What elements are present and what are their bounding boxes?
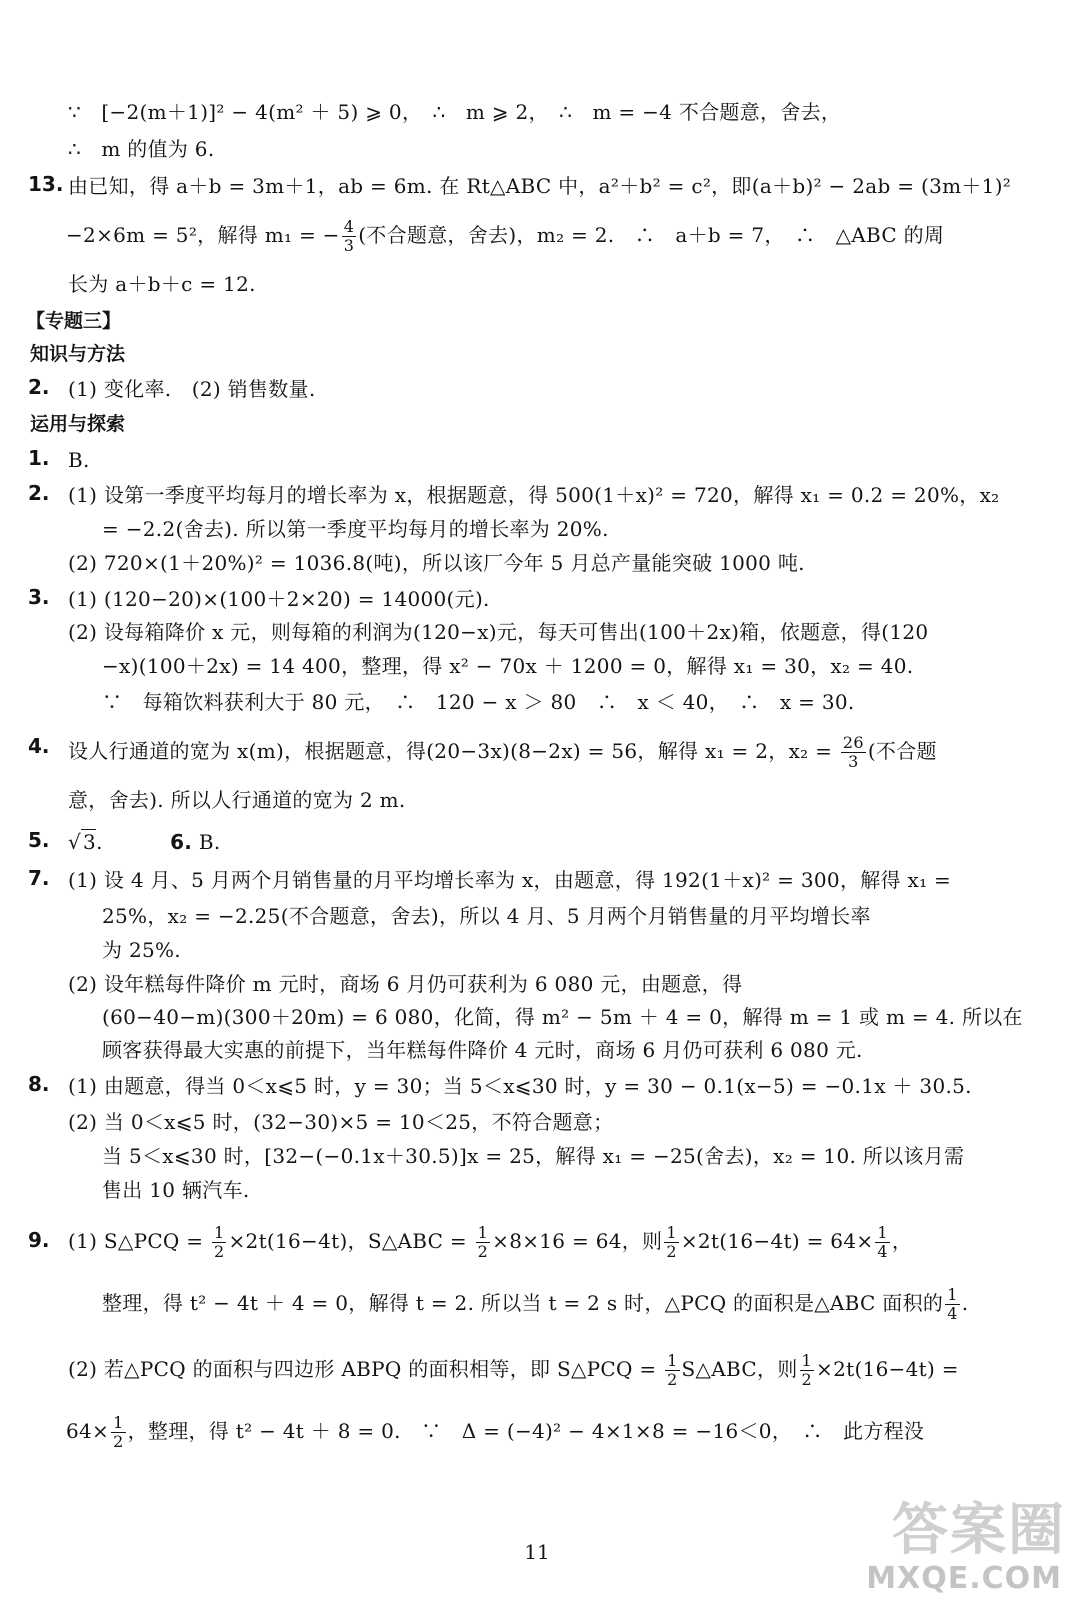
a2-2: (2) 720×(1＋20%)² = 1036.8(吨)，所以该厂今年 5 月总产量能突破 1000 吨. — [68, 551, 805, 575]
denominator: 2 — [477, 1242, 489, 1261]
q13-b-text1: −2×6m = 5²，解得 m₁ = − — [66, 223, 340, 247]
line-1: ∵ [−2(m＋1)]² − 4(m² ＋ 5) ⩾ 0， ∴ m ⩾ 2， ∴ m = −4 不合题意，舍去， — [68, 100, 842, 124]
a9-1a-text3: ×8×16 = 64，则 — [492, 1229, 663, 1253]
a3-1: (1) (120−20)×(100＋2×20) = 14000(元). — [68, 587, 490, 611]
a7-1b: 25%，x₂ = −2.25(不合题意，舍去)，所以 4 月、5 月两个月销售量的月平均增长率 — [102, 904, 871, 928]
a9-2a — [68, 1352, 959, 1389]
numerator: 1 — [666, 1223, 677, 1242]
a9-number: 9. — [28, 1228, 50, 1252]
a7-1c: 为 25%. — [102, 938, 181, 962]
a9-1a-text5: ， — [891, 1229, 913, 1253]
a9-1a — [68, 1224, 912, 1261]
denominator: 2 — [113, 1432, 124, 1451]
a5-dot: . — [96, 830, 103, 854]
q13-line-a: 由已知，得 a＋b = 3m＋1，ab = 6m. 在 Rt△ABC 中，a²＋b² = c²，即(a＋b)² − 2ab = (3m＋1)² — [68, 174, 1012, 198]
q13-line-c: 长为 a＋b＋c = 12. — [68, 272, 256, 296]
a4-text2: (不合题 — [867, 739, 937, 763]
numerator: 1 — [477, 1223, 489, 1242]
a9-2a-text1: (2) 若△PCQ 的面积与四边形 ABPQ 的面积相等，即 S△PCQ = — [68, 1357, 664, 1381]
k2-number: 2. — [28, 375, 50, 399]
a7-2c: 顾客获得最大实惠的前提下，当年糕每件降价 4 元时，商场 6 月仍可获利 6 080 元. — [102, 1038, 863, 1062]
fraction-half — [212, 1224, 226, 1261]
a4-line-a — [68, 734, 937, 771]
fraction — [342, 218, 356, 255]
a3-2b: −x)(100＋2x) = 14 400，整理，得 x² − 70x ＋ 1200 = 0，解得 x₁ = 30，x₂ = 40. — [102, 654, 914, 678]
a8-number: 8. — [28, 1072, 50, 1096]
denominator: 2 — [801, 1370, 813, 1389]
numerator: 1 — [667, 1351, 678, 1370]
denominator: 3 — [848, 752, 859, 771]
fraction-quarter — [875, 1224, 889, 1261]
denominator: 4 — [877, 1242, 888, 1261]
numerator: 1 — [113, 1413, 124, 1432]
a4-text1: 设人行通道的宽为 x(m)，根据题意，得(20−3x)(8−2x) = 56，解得 x₁ = 2，x₂ = — [68, 739, 839, 763]
a3-2c: ∵ 每箱饮料获利大于 80 元， ∴ 120 − x ＞ 80 ∴ x ＜ 40， ∴ x = 30. — [102, 690, 855, 714]
a9-2a-text2: S△ABC，则 — [681, 1357, 798, 1381]
q13-number: 13. — [28, 172, 64, 196]
a9-2b-text2: ，整理，得 t² − 4t ＋ 8 = 0. ∵ Δ = (−4)² − 4×1×8 = −16＜0， ∴ 此方程没 — [127, 1419, 925, 1443]
fraction — [841, 734, 866, 771]
a8-2b: 当 5＜x⩽30 时，[32−(−0.1x＋30.5)]x = 25，解得 x₁ = −25(舍去)，x₂ = 10. 所以该月需 — [102, 1144, 965, 1168]
fraction-half — [111, 1414, 125, 1451]
watermark-logo-text: 答案圈 — [892, 1498, 1066, 1563]
a3-2a: (2) 设每箱降价 x 元，则每箱的利润为(120−x)元，每天可售出(100＋2x)箱，依题意，得(120 — [68, 620, 929, 644]
a9-1b-text1: 整理，得 t² − 4t ＋ 4 = 0，解得 t = 2. 所以当 t = 2 s 时，△PCQ 的面积是△ABC 面积的 — [102, 1291, 944, 1315]
a9-1b-text2: . — [961, 1291, 969, 1315]
a8-2c: 售出 10 辆汽车. — [102, 1178, 250, 1202]
sqrt-sign: √ — [68, 830, 82, 854]
a1-line: B. — [68, 448, 90, 472]
a6-answer: B. — [198, 830, 221, 854]
a9-2b — [66, 1414, 924, 1451]
fraction-half — [800, 1352, 814, 1389]
a8-1: (1) 由题意，得当 0＜x⩽5 时，y = 30；当 5＜x⩽30 时，y = 30 − 0.1(x−5) = −0.1x ＋ 30.5. — [68, 1074, 972, 1098]
subheading-knowledge: 知识与方法 — [30, 343, 126, 365]
denominator: 2 — [667, 1370, 678, 1389]
sqrt-radicand: 3 — [83, 830, 97, 854]
numerator: 1 — [801, 1351, 813, 1370]
a1-number: 1. — [28, 446, 50, 470]
numerator: 1 — [947, 1285, 958, 1304]
denominator: 2 — [214, 1242, 225, 1261]
a5-a6-line — [68, 828, 221, 856]
watermark — [866, 1486, 1066, 1596]
a9-2a-text3: ×2t(16−4t) = — [816, 1357, 959, 1381]
numerator: 1 — [214, 1223, 225, 1242]
section-heading: 【专题三】 — [26, 310, 122, 332]
a7-1a: (1) 设 4 月、5 月两个月销售量的月平均增长率为 x，由题意，得 192(1＋x)² = 300，解得 x₁ = — [68, 868, 952, 892]
a9-1b — [102, 1286, 968, 1323]
a5-number: 5. — [28, 828, 50, 852]
a9-1a-text4: ×2t(16−4t) = 64× — [680, 1229, 874, 1253]
a7-number: 7. — [28, 866, 50, 890]
q13-b-text2: (不合题意，舍去)，m₂ = 2. ∴ a＋b = 7， ∴ △ABC 的周 — [358, 223, 945, 247]
a2-1b: = −2.2(舍去). 所以第一季度平均每月的增长率为 20%. — [102, 517, 609, 541]
denominator: 2 — [666, 1242, 677, 1261]
a3-number: 3. — [28, 585, 50, 609]
q13-line-b — [66, 218, 944, 255]
fraction-half — [664, 1224, 678, 1261]
fraction-quarter — [945, 1286, 959, 1323]
line-2: ∴ m 的值为 6. — [68, 137, 215, 161]
numerator: 1 — [877, 1223, 888, 1242]
fraction-half — [476, 1224, 490, 1261]
a9-1a-text2: ×2t(16−4t)，S△ABC = — [228, 1229, 474, 1253]
numerator: 26 — [842, 733, 864, 752]
fraction-half — [665, 1352, 679, 1389]
a7-2b: (60−40−m)(300＋20m) = 6 080，化简，得 m² − 5m ＋ 4 = 0，解得 m = 1 或 m = 4. 所以在 — [102, 1005, 1023, 1029]
numerator: 4 — [343, 217, 355, 236]
a9-1a-text1: (1) S△PCQ = — [68, 1229, 210, 1253]
a7-2a: (2) 设年糕每件降价 m 元时，商场 6 月仍可获利为 6 080 元，由题意，得 — [68, 972, 743, 996]
a6-number: 6. — [170, 830, 193, 854]
k2-line: (1) 变化率. (2) 销售数量. — [68, 377, 316, 401]
a8-2a: (2) 当 0＜x⩽5 时，(32−30)×5 = 10＜25，不符合题意； — [68, 1110, 614, 1134]
denominator: 3 — [343, 236, 355, 255]
denominator: 4 — [947, 1304, 958, 1323]
a2-1a: (1) 设第一季度平均每月的增长率为 x，根据题意，得 500(1＋x)² = 720，解得 x₁ = 0.2 = 20%，x₂ — [68, 483, 1000, 507]
a4-number: 4. — [28, 734, 50, 758]
a9-2b-text1: 64× — [66, 1419, 110, 1443]
subheading-application: 运用与探索 — [30, 413, 126, 435]
a4-line-b: 意，舍去). 所以人行通道的宽为 2 m. — [68, 788, 406, 812]
watermark-url: MXQE.COM — [866, 1561, 1062, 1596]
a2-number: 2. — [28, 481, 50, 505]
page-number: 11 — [524, 1540, 550, 1564]
